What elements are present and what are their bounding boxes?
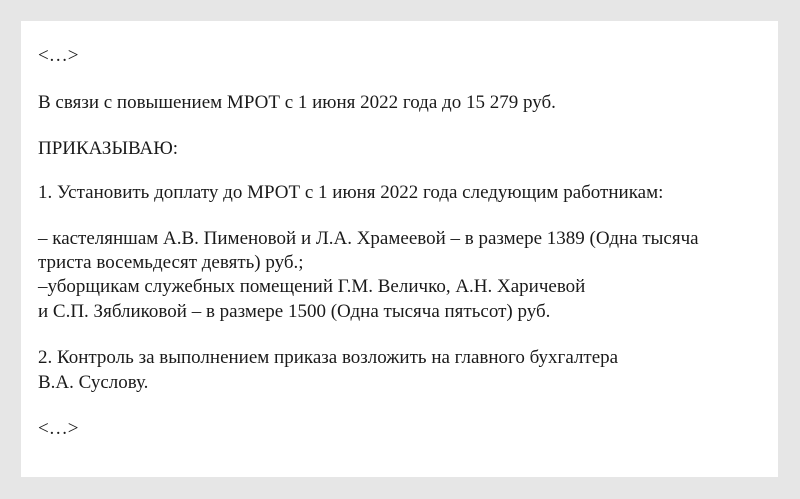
item-2-line-1: 2. Контроль за выполнением приказа возложить на главного бухгалтера	[38, 347, 619, 368]
document-page	[21, 21, 778, 477]
bullet-1-line-1: – кастеляншам А.В. Пименовой и Л.А. Храмеевой – в размере 1389 (Одна тысяча	[38, 228, 699, 249]
bullet-1-line-2: триста восемьдесят девять) руб.;	[38, 252, 304, 273]
intro-paragraph: В связи с повышением МРОТ с 1 июня 2022 года до 15 279 руб.	[38, 92, 556, 113]
order-heading: ПРИКАЗЫВАЮ:	[38, 138, 179, 159]
ellipsis-end: <…>	[38, 418, 79, 439]
item-2-line-2: В.А. Суслову.	[38, 372, 149, 393]
item-1: 1. Установить доплату до МРОТ с 1 июня 2022 года следующим работникам:	[38, 182, 664, 203]
bullet-2-line-1: –уборщикам служебных помещений Г.М. Величко, А.Н. Харичевой	[38, 276, 586, 297]
ellipsis-start: <…>	[38, 45, 79, 66]
bullet-2-line-2: и С.П. Зябликовой – в размере 1500 (Одна тысяча пятьсот) руб.	[38, 301, 551, 322]
